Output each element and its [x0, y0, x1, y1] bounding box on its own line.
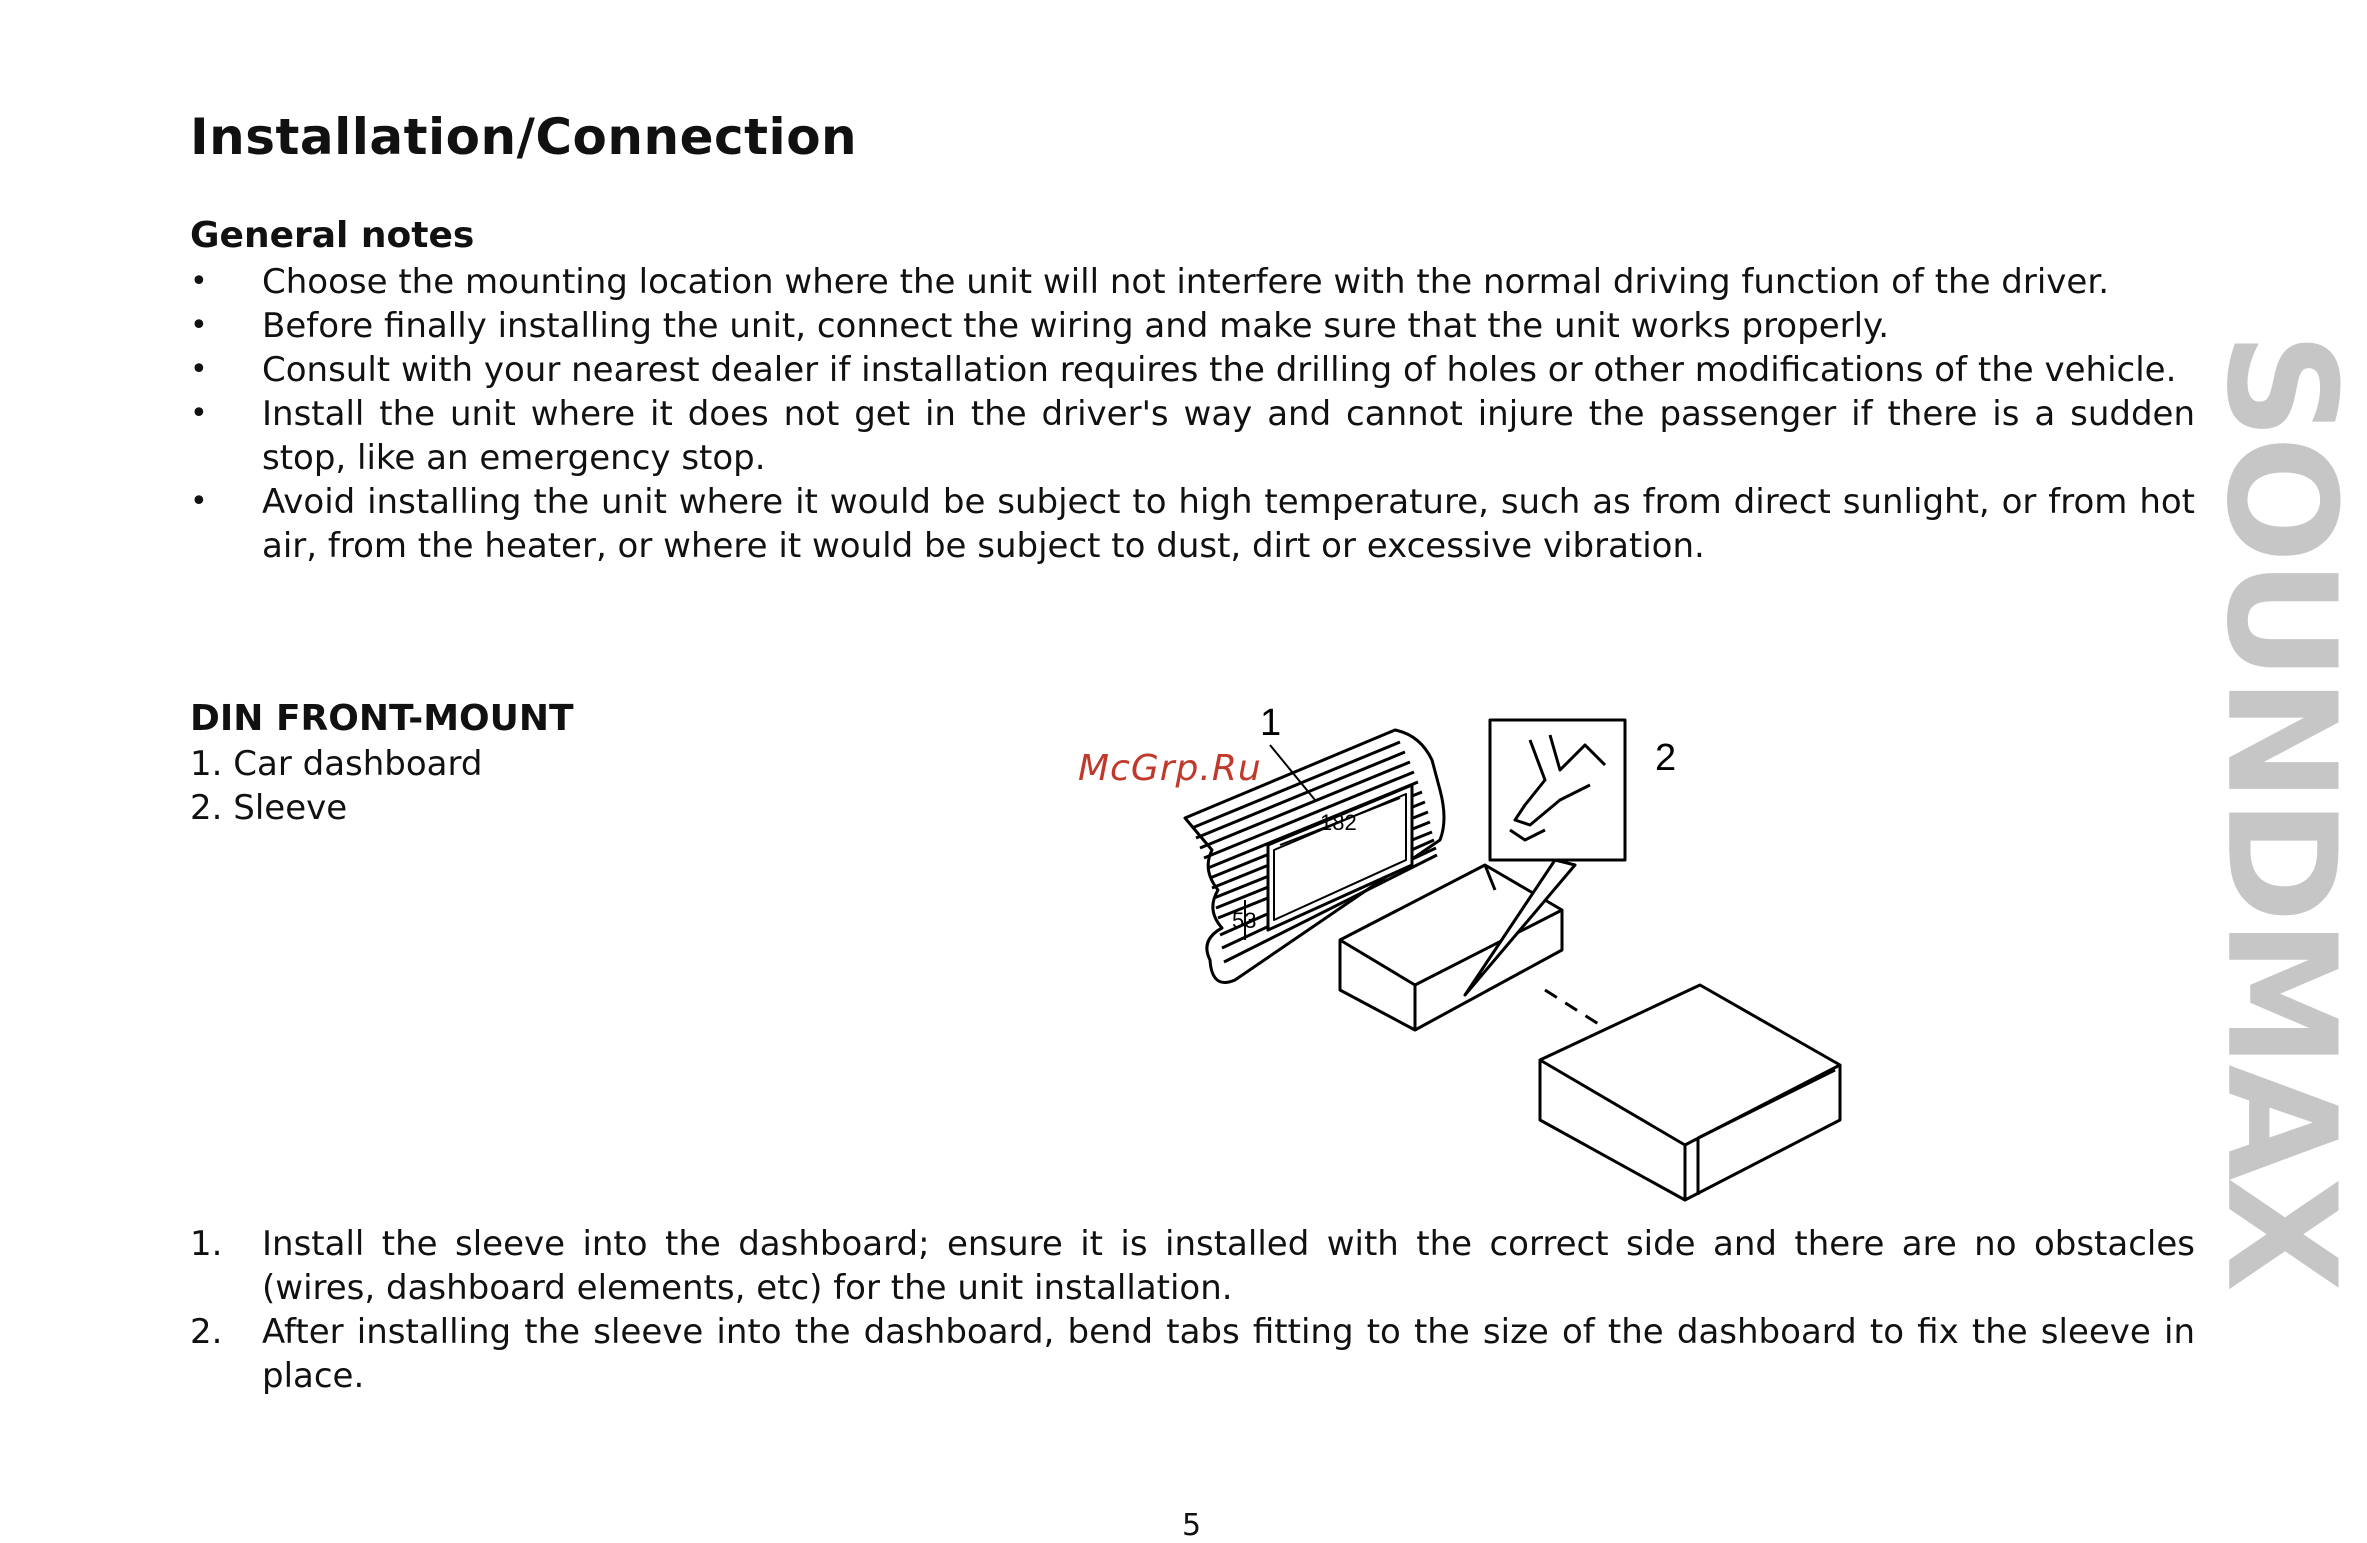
diagram-label-2: 2 [1655, 737, 1677, 779]
general-notes-list [190, 260, 2195, 568]
list-item: • Consult with your nearest dealer if installation requires the drilling of holes or other modifications of the vehicle. [190, 348, 2195, 392]
step-number: 2. [190, 1312, 223, 1352]
page-number: 5 [1182, 1508, 1202, 1543]
list-item: • Before finally installing the unit, connect the wiring and make sure that the unit works properly. [190, 304, 2195, 348]
general-notes-heading: General notes [190, 215, 475, 256]
list-item [190, 1222, 2195, 1310]
dimension-height-label: 53 [1232, 908, 1257, 933]
list-item [190, 1310, 2195, 1398]
step-text: After installing the sleeve into the dashboard, bend tabs fitting to the size of the dashboard to fix the sleeve in place. [262, 1312, 2195, 1396]
list-item: • Choose the mounting location where the unit will not interfere with the normal driving function of the driver. [190, 260, 2195, 304]
watermark: McGrp.Ru [1078, 748, 1262, 789]
din-front-mount-heading: DIN FRONT-MOUNT [190, 698, 574, 739]
part-item: 2. Sleeve [190, 788, 348, 828]
part-item: 1. Car dashboard [190, 744, 483, 784]
installation-diagram [1150, 690, 1850, 1194]
step-number: 1. [190, 1224, 223, 1264]
brand-logo [2193, 125, 2367, 1495]
parts-list [190, 742, 482, 830]
list-item: • Avoid installing the unit where it would be subject to high temperature, such as from direct sunlight, or from hot air, from the heater, or where it would be subject to dust, dirt or excessive vibration. [190, 480, 2195, 568]
unit-box-drawing [1540, 985, 1840, 1200]
page-title: Installation/Connection [190, 108, 858, 166]
list-item: • Install the unit where it does not get in the driver's way and cannot injure the passenger if there is a sudden stop, like an emergency stop. [190, 392, 2195, 480]
brand-text: SOUNDMAX [2193, 331, 2367, 1289]
installation-steps [190, 1222, 2195, 1398]
step-text: Install the sleeve into the dashboard; ensure it is installed with the correct side and there are no obstacles (wires, dashboard elements, etc) for the unit installation. [262, 1224, 2195, 1308]
sleeve-drawing [1340, 865, 1562, 1030]
dimension-width-label: 182 [1320, 810, 1357, 835]
diagram-label-1: 1 [1260, 702, 1282, 744]
